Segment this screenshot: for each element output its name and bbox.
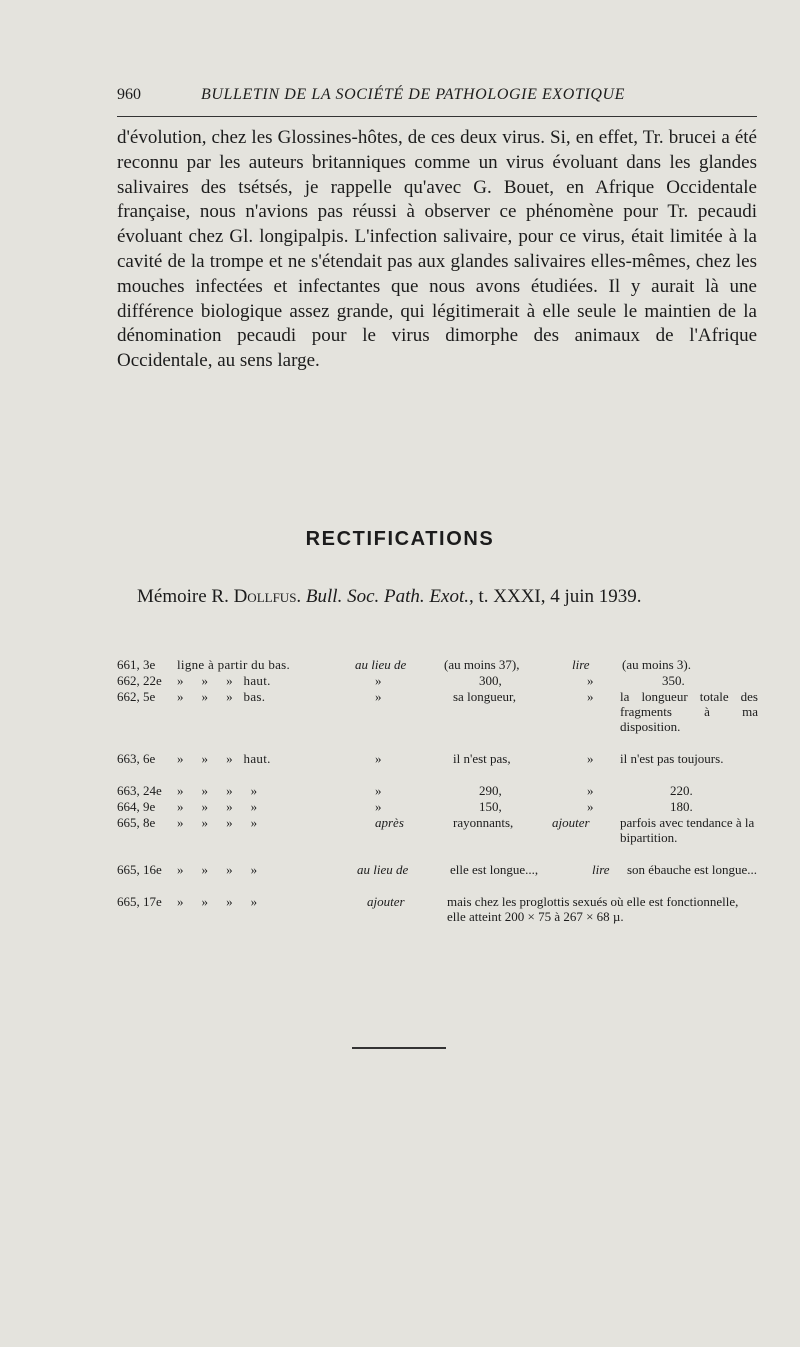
correction-lire: » [587,673,594,688]
correction-row [117,799,757,815]
correction-old-text: 290, [479,783,502,798]
correction-old-text: il n'est pas, [453,751,511,766]
correction-row [117,783,757,799]
correction-lire: ajouter [552,815,590,830]
memoire-prefix: Mémoire R. [137,586,234,607]
memoire-separator: . [296,586,306,607]
correction-location: 665, 17e [117,894,162,909]
correction-row [117,751,757,783]
correction-line-ref: » » » bas. [177,689,266,704]
correction-new-text: 350. [662,673,685,688]
correction-keyword: ajouter [367,894,405,909]
memoire-journal: Bull. Soc. Path. Exot. [305,586,469,607]
correction-keyword: » [375,751,382,766]
correction-old-text: sa longueur, [453,689,517,704]
correction-location: 665, 16e [117,862,162,877]
correction-location: 663, 6e [117,751,156,766]
correction-location: 662, 22e [117,673,162,688]
correction-new-text: 220. [670,783,693,798]
correction-new-text: 180. [670,799,693,814]
correction-keyword: au lieu de [357,862,409,877]
correction-new-text: son ébauche est longue... [627,862,757,877]
header-rule [117,116,757,117]
page-header [117,86,757,108]
correction-keyword: après [375,815,404,830]
correction-keyword: » [375,783,382,798]
page-number: 960 [117,86,141,103]
correction-line-ref: » » » » [177,862,258,877]
correction-new-text: la longueur totale des fragments à ma disposition. [620,689,758,735]
correction-location: 663, 24e [117,783,162,798]
correction-row [117,689,757,751]
correction-new-text: il n'est pas toujours. [620,751,724,766]
correction-location: 664, 9e [117,799,156,814]
correction-line-ref: » » » haut. [177,673,271,688]
correction-row [117,862,757,894]
correction-old-text: elle est longue..., [450,862,539,877]
correction-line-ref: » » » » [177,894,258,909]
correction-new-text: parfois avec tendance à la bipartition. [620,815,755,846]
correction-old-text: (au moins 37), [444,657,520,672]
correction-lire: » [587,689,594,704]
correction-keyword: » [375,689,382,704]
memoire-reference [117,584,757,609]
correction-lire: » [587,783,594,798]
correction-location: 665, 8e [117,815,156,830]
correction-row [117,673,757,689]
correction-keyword: » [375,799,382,814]
correction-addition: mais chez les proglottis sexués où elle est fonctionnelle, elle atteint 200 × 75 à 267 × 68 µ. [447,894,739,925]
correction-keyword: » [375,673,382,688]
correction-row [117,815,757,862]
correction-lire: lire [572,657,590,672]
memoire-author: Dollfus [233,586,297,607]
section-title: RECTIFICATIONS [305,528,495,550]
corrections-table [117,657,757,942]
correction-line-ref: » » » haut. [177,751,271,766]
correction-row [117,894,757,942]
correction-location: 662, 5e [117,689,156,704]
correction-line-ref: » » » » [177,815,258,830]
correction-line-ref: ligne à partir du bas. [177,657,291,672]
correction-old-text: 300, [479,673,502,688]
correction-row [117,657,757,673]
end-rule [352,1047,446,1049]
correction-lire: lire [592,862,610,877]
correction-lire: » [587,751,594,766]
running-title: BULLETIN DE LA SOCIÉTÉ DE PATHOLOGIE EXOTIQUE [201,86,626,103]
correction-line-ref: » » » » [177,799,258,814]
correction-line-ref: » » » » [177,783,258,798]
correction-keyword: au lieu de [355,657,407,672]
correction-location: 661, 3e [117,657,156,672]
memoire-suffix: , t. XXXI, 4 juin 1939. [468,586,642,607]
correction-old-text: 150, [479,799,502,814]
correction-new-text: (au moins 3). [622,657,691,672]
correction-old-text: rayonnants, [453,815,514,830]
correction-lire: » [587,799,594,814]
body-paragraph: d'évolution, chez les Glossines-hôtes, de ces deux virus. Si, en effet, Tr. brucei a été reconnu par les auteurs britanniques comme un virus évoluant dans les glandes salivaires des tsétsés, je rappelle qu'avec G. Bouet, en Afrique Occidentale française, nous n'avions pas réussi à observer ce phénomène pour Tr. pecaudi évoluant chez Gl. longipalpis. L'infection salivaire, pour ce virus, était limitée à la cavité de la trompe et ne s'étendait pas aux glandes salivaires elles-mêmes, chez les mouches infectées et infectantes que nous avons étudiées. Il y aurait là une différence biologique assez grande, qui légitimerait à elle seule le maintien de la dénomination pecaudi pour le virus dimorphe des animaux de l'Afrique Occidentale, au sens large. [117,127,757,372]
